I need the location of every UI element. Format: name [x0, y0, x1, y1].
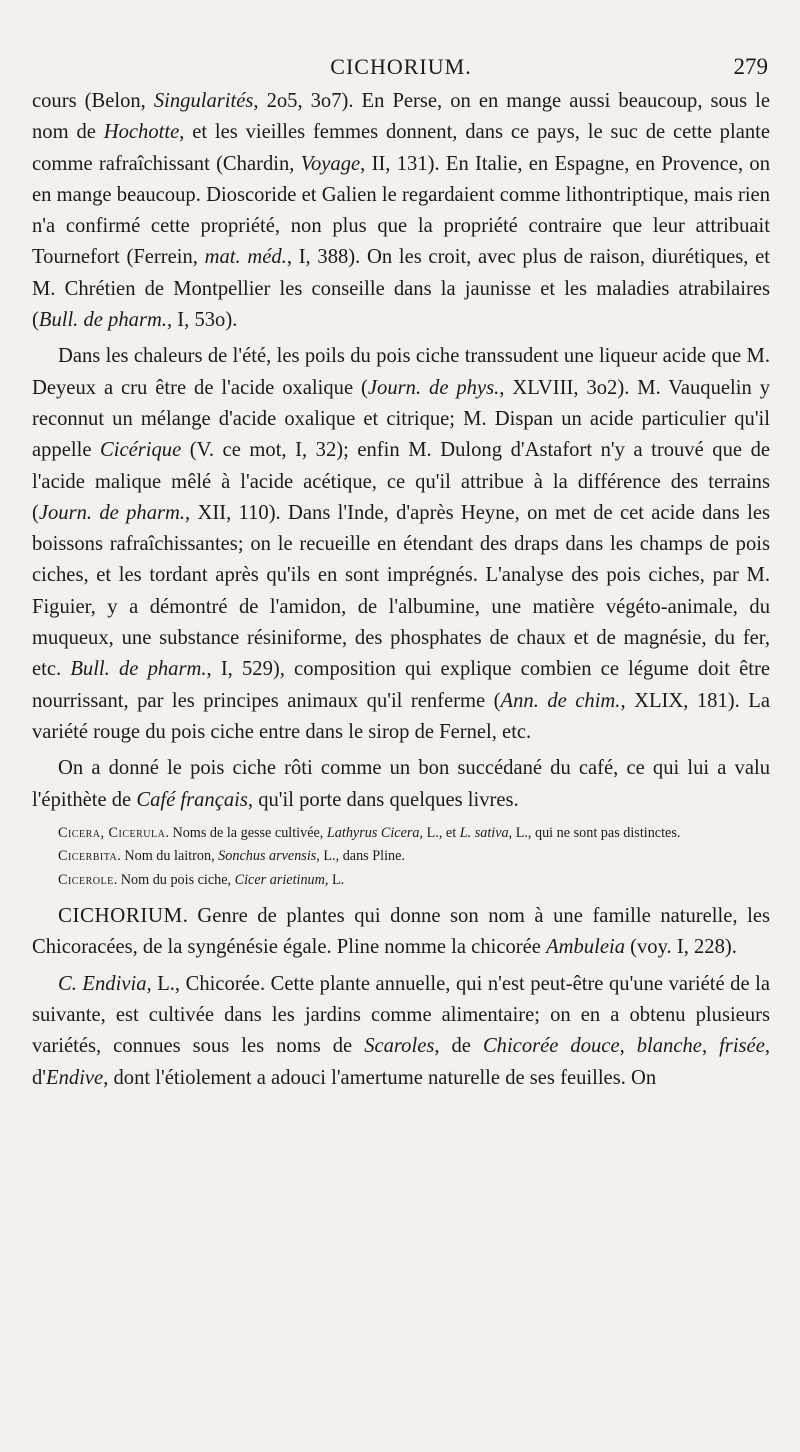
italic-run: mat. méd.	[204, 246, 287, 269]
text-run: ,	[701, 1035, 720, 1058]
text-run: , 2o5, 3o7). En Perse, on en mange aussi beaucoup, sous le nom de	[32, 90, 771, 144]
text-run: , L., dans Pline.	[316, 848, 405, 865]
text-run: , L., qui ne sont pas distinctes.	[508, 824, 681, 841]
paragraph	[32, 341, 770, 748]
text-run: , de	[434, 1035, 483, 1058]
paragraph	[32, 86, 770, 336]
text-run: . Noms de la gesse cultivée,	[165, 824, 327, 841]
text-run: , et les vieilles femmes donnent, dans ce pays, le suc de cette plante comme rafraîchissant (Chardin,	[32, 121, 770, 175]
italic-run: Endive	[46, 1066, 104, 1089]
text-run: . Nom du pois ciche,	[113, 871, 235, 888]
note-entry	[32, 822, 770, 845]
text-run: On a donné le pois ciche rôti comme un bon succédané du café, ce qui lui a valu l'épithète de	[32, 757, 770, 811]
page-header	[32, 50, 770, 86]
text-run: , XLIX, 181). La variété rouge du pois ciche entre dans le sirop de Fernel, etc.	[32, 689, 770, 743]
italic-run: blanche	[636, 1035, 702, 1058]
note-entry	[32, 845, 770, 868]
italic-run: Scaroles	[364, 1035, 435, 1058]
italic-run: Café français	[136, 788, 248, 811]
small-print-entries	[32, 822, 770, 892]
note-headword: Cicerole	[58, 871, 114, 888]
text-run: (voy. I, 228).	[625, 936, 737, 959]
text-run: , d'	[32, 1035, 770, 1089]
italic-run: Ambuleia	[546, 936, 625, 959]
italic-run: Cicérique	[100, 439, 182, 462]
text-run: (V. ce mot, I, 32); enfin M. Dulong d'Astafort n'y a trouvé que de l'acide malique mêlé à l'acide acétique, ce qu'il attribue à la différence des terrains (	[32, 439, 771, 524]
italic-run: Bull. de pharm.	[70, 658, 207, 681]
text-run: . Genre de plantes qui donne son nom à une famille naturelle, les Chicoracées, de la syngénésie égale. Pline nomme la chicorée	[32, 905, 770, 959]
running-title: CICHORIUM.	[330, 54, 472, 79]
note-headword: Cicera, Cicerula	[58, 824, 166, 841]
italic-run: Voyage	[300, 152, 361, 175]
italic-run: Lathyrus Cicera	[326, 824, 420, 841]
italic-run: L. sativa	[459, 824, 509, 841]
text-run: , qu'il porte dans quelques livres.	[247, 788, 519, 811]
paragraph	[32, 753, 770, 816]
text-run: , XII, 110). Dans l'Inde, d'après Heyne, on met de cet acide dans les boissons rafraîchissantes; on le recueille en étendant des draps dans les champs de pois ciches, et les tordant après qu'ils en sont imprégnés. L'analyse des pois ciches, par M. Figuier, y a démontré de l'amidon, de l'albumine, une matière végéto-animale, du muqueux, une substance résiniforme, des phosphates de chaux et de magnésie, du fer, etc.	[32, 501, 770, 681]
text-run: ,	[619, 1035, 637, 1058]
italic-run: Cicer arietinum	[234, 871, 325, 888]
book-page	[32, 50, 770, 1094]
italic-run: Hochotte	[103, 121, 180, 144]
main-text	[32, 86, 770, 816]
text-run: , I, 388). On les croit, avec plus de raison, diurétiques, et M. Chrétien de Montpellier les conseille dans la jaunisse et les maladies atrabilaires (	[32, 246, 770, 332]
italic-run: Singularités	[153, 90, 254, 112]
text-run: . Nom du laitron,	[117, 848, 219, 865]
text-run: , L., et	[419, 824, 460, 841]
italic-run: Chicorée douce	[482, 1035, 620, 1058]
text-run: , II, 131). En Italie, en Espagne, en Provence, on en mange beaucoup. Dioscoride et Galien le regardaient comme lithontriptique, mais rien n'a confirmé cette propriété, non plus que la propriété contraire que leur attribuait Tournefort (Ferrein,	[32, 152, 770, 269]
italic-run: Ann. de chim.	[500, 689, 621, 712]
text-run: , L.	[324, 871, 345, 888]
text-run: , dont l'étiolement a adouci l'amertume naturelle de ses feuilles. On	[103, 1066, 657, 1089]
note-entry	[32, 869, 770, 892]
text-run: Dans les chaleurs de l'été, les poils du pois ciche transsudent une liqueur acide que M. Deyeux a cru être de l'acide oxalique (	[32, 345, 770, 399]
cichorium-entry	[32, 900, 770, 1094]
entry-paragraph	[32, 900, 770, 964]
italic-run: Journ. de phys.	[367, 376, 500, 399]
italic-run: Sonchus arvensis	[218, 848, 317, 865]
italic-run: Bull. de pharm.	[38, 309, 167, 332]
text-run: cours (Belon,	[32, 90, 154, 112]
italic-run: C. Endivia	[58, 972, 147, 995]
text-run: , XLVIII, 3o2). M. Vauquelin y reconnut un mélange d'acide oxalique et citrique; M. Dispan un acide particulier qu'il appelle	[32, 376, 771, 462]
text-run: , I, 53o).	[167, 309, 238, 332]
italic-run: frisée	[719, 1035, 765, 1058]
entry-paragraph	[32, 969, 770, 1094]
italic-run: Journ. de pharm.	[38, 501, 186, 524]
entry-headword: CICHORIUM	[58, 903, 183, 928]
text-run: , L., Chicorée. Cette plante annuelle, qui n'est peut-être qu'une variété de la suivante, est cultivée dans les jardins comme alimentaire; on en a obtenu plusieurs variétés, connues sous les noms de	[32, 972, 771, 1058]
note-headword: Cicerbita	[58, 848, 118, 865]
page-number: 279	[733, 54, 768, 79]
text-run: , I, 529), composition qui explique combien ce légume doit être nourrissant, par les principes animaux qu'il renferme (	[32, 658, 770, 712]
